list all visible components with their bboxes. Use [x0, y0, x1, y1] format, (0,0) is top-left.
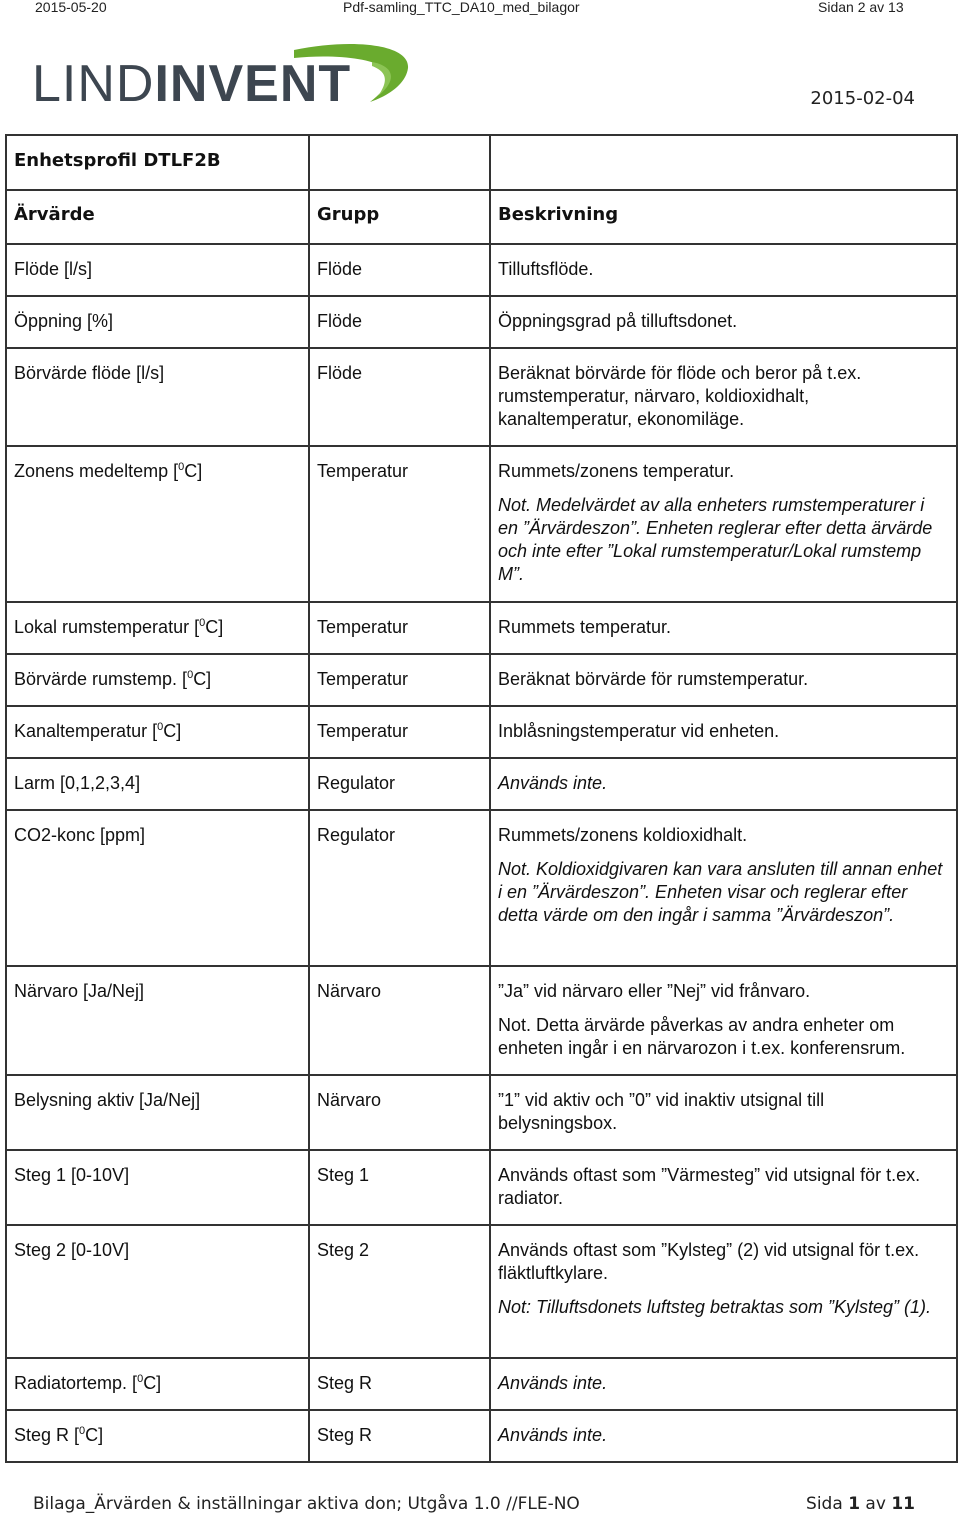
table-row: Öppning [%] Flöde Öppningsgrad på tilluftsdonet. [6, 296, 957, 348]
footer-document-name: Bilaga_Ärvärden & inställningar aktiva don; Utgåva 1.0 //FLE-NO [33, 1494, 580, 1514]
table-row: Steg 1 [0-10V] Steg 1 Används oftast som ”Värmesteg” vid utsignal för t.ex. radiator. [6, 1150, 957, 1225]
lindinvent-logo [32, 40, 412, 110]
header-arvarde: Ärvärde [6, 190, 309, 244]
note-text: Not: Tilluftsdonets luftsteg betraktas som ”Kylsteg” (1). [498, 1297, 932, 1317]
note-text: Not. Medelvärdet av alla enheters rumstemperaturer i en ”Ärvärdeszon”. Enheten reglerar efter detta ärvärde och inte efter ”Lokal rumstemperatur/Lokal rumstemp M”. [498, 495, 933, 584]
print-filename: Pdf-samling_TTC_DA10_med_bilagor [343, 0, 580, 15]
table-row: Radiatortemp. [$^0$C] Steg R Används inte. [6, 1358, 957, 1410]
table-row: Kanaltemperatur [$^0$C] Temperatur Inblåsningstemperatur vid enheten. [6, 706, 957, 758]
note-text: Not. Detta ärvärde påverkas av andra enheter om enheten ingår i en närvarozon i t.ex. konferensrum. [498, 1015, 906, 1058]
document-date: 2015-02-04 [810, 88, 915, 109]
table-row: Börvärde rumstemp. [$^0$C] Temperatur Beräknat börvärde för rumstemperatur. [6, 654, 957, 706]
footer-page-number: Sida 1 av 11 [806, 1494, 915, 1514]
table-row: Larm [0,1,2,3,4] Regulator Används inte. [6, 758, 957, 810]
table-header-row [6, 190, 957, 244]
table-row: Belysning aktiv [Ja/Nej] Närvaro ”1” vid aktiv och ”0” vid inaktiv utsignal till belysningsbox. [6, 1075, 957, 1150]
page-footer [33, 1494, 915, 1514]
print-page-number: Sidan 2 av 13 [818, 0, 904, 15]
table-row: Lokal rumstemperatur [$^0$C] Temperatur Rummets temperatur. [6, 602, 957, 654]
table-row: Flöde [l/s] Flöde Tilluftsflöde. [6, 244, 957, 296]
note-text: Not. Koldioxidgivaren kan vara ansluten till annan enhet i en ”Ärvärdeszon”. Enheten visar och reglerar efter detta värde om den ingår i samma ”Ärvärdeszon”. [498, 859, 943, 925]
table-row: Närvaro [Ja/Nej] Närvaro ”Ja” vid närvaro eller ”Nej” vid frånvaro. Not. Detta ärvärde påverkas av andra enheter om enheten ingår i en närvarozon i t.ex. konferensrum. [6, 966, 957, 1075]
table-row: Zonens medeltemp [$^0$C] Temperatur Rummets/zonens temperatur. Not. Medelvärdet av alla enheters rumstemperaturer i en ”Ärvärdeszon”. Enheten reglerar efter detta ärvärde och inte efter ”Lokal rumstemperatur/Lokal rumstemp M”. [6, 446, 957, 602]
table-row: Börvärde flöde [l/s] Flöde Beräknat börvärde för flöde och beror på t.ex. rumstemperatur, närvaro, koldioxidhalt, kanaltemperatur, ekonomiläge. [6, 348, 957, 446]
logo-wordmark: LINDINVENT [32, 55, 352, 110]
table-row: CO2-konc [ppm] Regulator Rummets/zonens koldioxidhalt. Not. Koldioxidgivaren kan vara ansluten till annan enhet i en ”Ärvärdeszon”. Enheten visar och reglerar efter detta värde om den ingår i samma ”Ärvärdeszon”. [6, 810, 957, 966]
device-profile-table [5, 134, 958, 1463]
table-row: Steg 2 [0-10V] Steg 2 Används oftast som ”Kylsteg” (2) vid utsignal för t.ex. fläktluftkylare. Not: Tilluftsdonets luftsteg betraktas som ”Kylsteg” (1). [6, 1225, 957, 1358]
header-beskrivning: Beskrivning [490, 190, 957, 244]
table-row: Steg R [$^0$C] Steg R Används inte. [6, 1410, 957, 1462]
table-title-row [6, 135, 957, 190]
print-header [0, 0, 960, 16]
header-grupp: Grupp [309, 190, 490, 244]
print-date: 2015-05-20 [35, 0, 107, 15]
table-title: Enhetsprofil DTLF2B [6, 135, 309, 190]
